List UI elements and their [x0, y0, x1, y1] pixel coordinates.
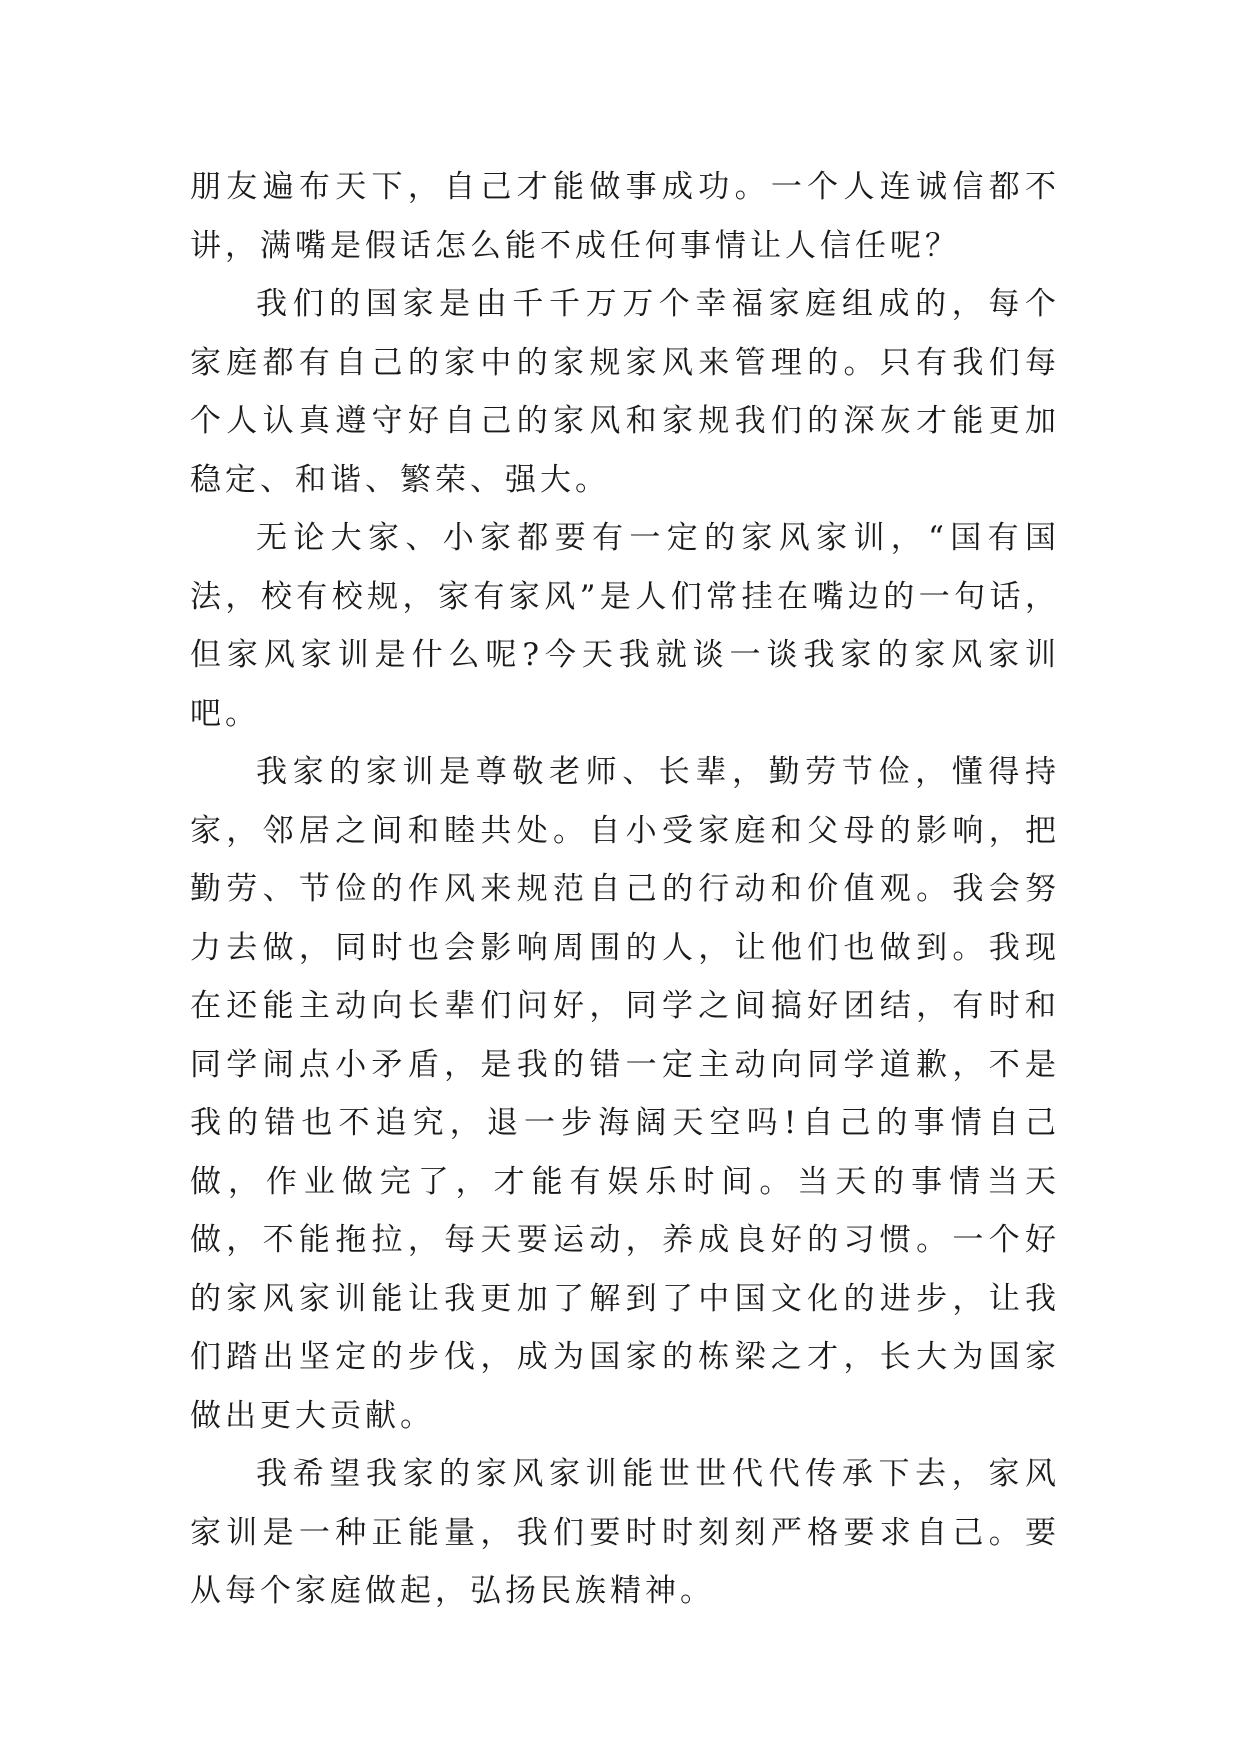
- paragraph-4: 我家的家训是尊敬老师、长辈，勤劳节俭，懂得持家，邻居之间和睦共处。自小受家庭和父母的影响，把勤劳、节俭的作风来规范自己的行动和价值观。我会努力去做，同时也会影响周围的人，让他们也做到。我现在还能主动向长辈们问好，同学之间搞好团结，有时和同学闹点小矛盾，是我的错一定主动向同学道歉，不是我的错也不追究，退一步海阔天空吗!自己的事情自己做，作业做完了，才能有娱乐时间。当天的事情当天做，不能拖拉，每天要运动，养成良好的习惯。一个好的家风家训能让我更加了解到了中国文化的进步，让我们踏出坚定的步伐，成为国家的栋梁之才，长大为国家做出更大贡献。: [190, 754, 1060, 1434]
- paragraph-2: 我们的国家是由千千万万个幸福家庭组成的，每个家庭都有自己的家中的家规家风来管理的。只有我们每个人认真遵守好自己的家风和家规我们的深灰才能更加稳定、和谐、繁荣、强大。: [190, 286, 1060, 498]
- document-body: [190, 158, 1060, 1621]
- paragraph-3: 无论大家、小家都要有一定的家风家训，“国有国法，校有校规，家有家风”是人们常挂在嘴边的一句话，但家风家训是什么呢?今天我就谈一谈我家的家风家训吧。: [190, 520, 1060, 732]
- paragraph-5: 我希望我家的家风家训能世世代代传承下去，家风家训是一种正能量，我们要时时刻刻严格要求自己。要从每个家庭做起，弘扬民族精神。: [190, 1456, 1060, 1609]
- paragraph-1: 朋友遍布天下，自己才能做事成功。一个人连诚信都不讲，满嘴是假话怎么能不成任何事情让人信任呢？: [190, 169, 1060, 264]
